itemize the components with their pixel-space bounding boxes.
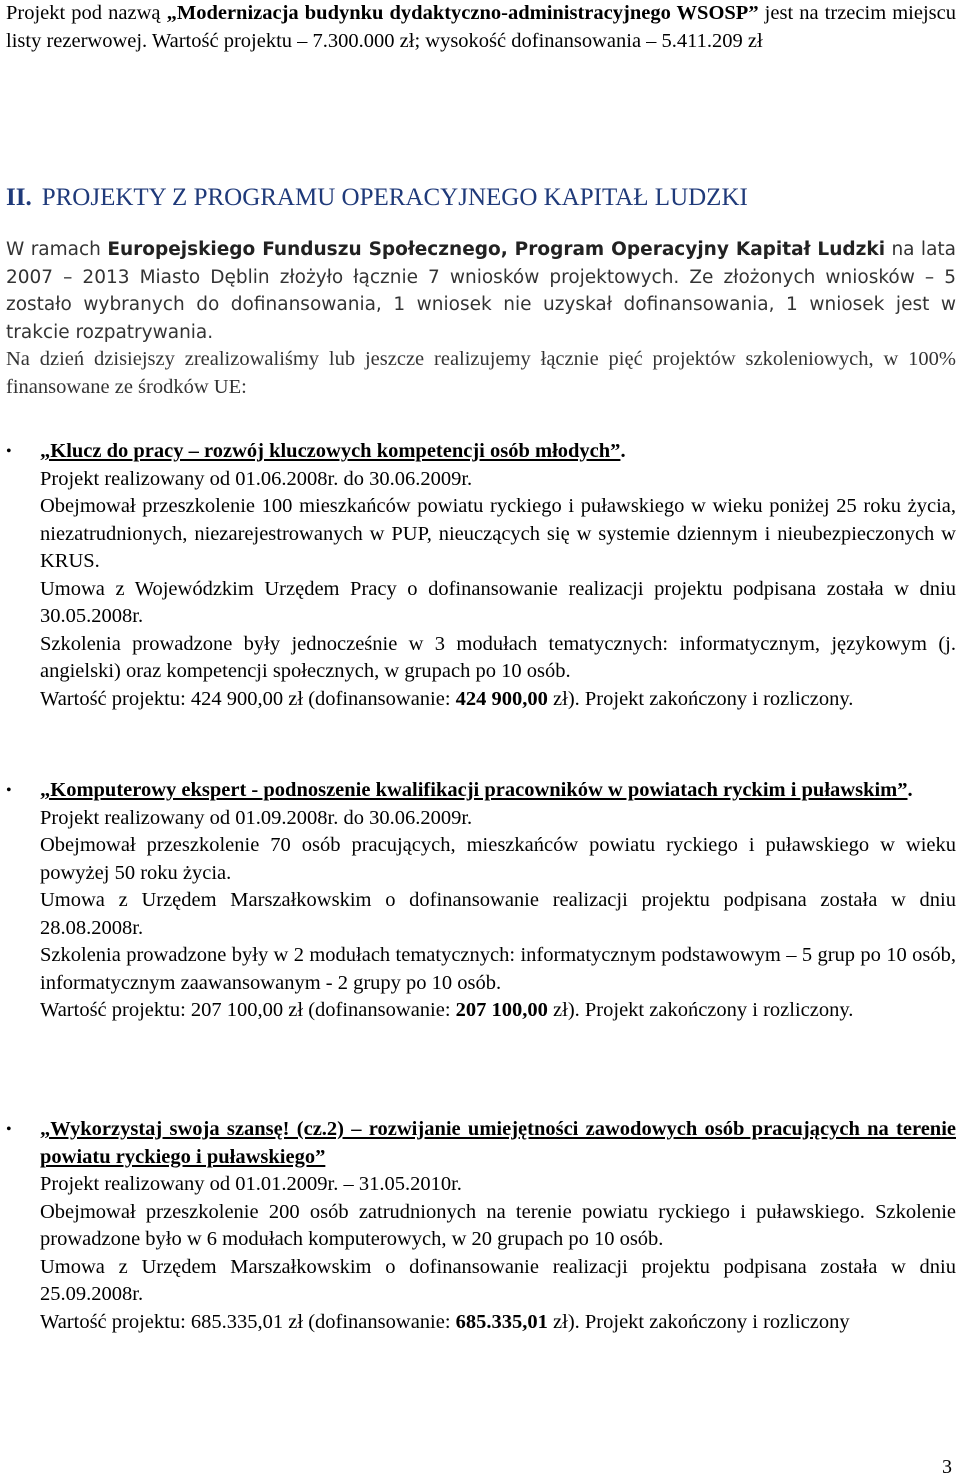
project-item (6, 438, 956, 713)
project-agreement: Umowa z Urzędem Marszałkowskim o dofinansowanie realizacji projektu podpisana została w dniu 28.08.2008r. (40, 889, 956, 939)
intro-paragraph (6, 0, 956, 55)
bullet-icon: • (6, 1121, 12, 1138)
project-period: Projekt realizowany od 01.09.2008r. do 30.06.2009r. (40, 806, 473, 829)
project-title: „Wykorzystaj swoja szansę! (cz.2) – rozwijanie umiejętności zawodowych osób pracujących na terenie powiatu ryckiego i puławskiego” (40, 1118, 956, 1168)
project-title: „Klucz do pracy – rozwój kluczowych kompetencji osób młodych”. (40, 440, 626, 462)
project-description: Obejmował przeszkolenie 200 osób zatrudnionych na terenie powiatu ryckiego i puławskiego. Szkolenie prowadzone było w 6 modułach komputerowych, w 20 grupach po 10 osób. (40, 1200, 956, 1250)
project-training: Szkolenia prowadzone były jednocześnie w 3 modułach tematycznych: informatycznym, językowym (j. angielski) oraz kompetencji społecznych, w grupach po 10 osób. (40, 632, 956, 682)
section-heading (6, 183, 956, 213)
project-value: Wartość projektu: 685.335,01 zł (dofinansowanie: 685.335,01 zł). Projekt zakończony i rozliczony (40, 1310, 850, 1333)
section-number: II. (6, 184, 32, 211)
intro-project-title: „Modernizacja budynku dydaktyczno-administracyjnego WSOSP” (166, 2, 759, 24)
project-agreement: Umowa z Wojewódzkim Urzędem Pracy o dofinansowanie realizacji projektu podpisana została w dniu 30.05.2008r. (40, 577, 956, 627)
project-period: Projekt realizowany od 01.06.2008r. do 30.06.2009r. (40, 467, 473, 490)
funding-amount: 207 100,00 (455, 999, 548, 1021)
project-description: Obejmował przeszkolenie 70 osób pracujących, mieszkańców powiatu ryckiego i puławskiego w wieku powyżej 50 roku życia. (40, 834, 956, 884)
project-agreement: Umowa z Urzędem Marszałkowskim o dofinansowanie realizacji projektu podpisana została w dniu 25.09.2008r. (40, 1255, 956, 1305)
project-period: Projekt realizowany od 01.01.2009r. – 31.05.2010r. (40, 1173, 462, 1195)
project-value: Wartość projektu: 424 900,00 zł (dofinansowanie: 424 900,00 zł). Projekt zakończony i rozliczony. (40, 687, 854, 710)
section-intro (6, 236, 956, 401)
project-item (6, 777, 956, 1025)
bullet-icon: • (6, 443, 12, 460)
project-value: Wartość projektu: 207 100,00 zł (dofinansowanie: 207 100,00 zł). Projekt zakończony i rozliczony. (40, 999, 854, 1021)
funding-amount: 424 900,00 (455, 687, 548, 710)
project-item (6, 1116, 956, 1336)
bullet-icon: • (6, 782, 12, 799)
project-training: Szkolenia prowadzone były w 2 modułach tematycznych: informatycznym podstawowym – 5 grup po 10 osób, informatycznym zaawansowanym - 2 grupy po 10 osób. (40, 944, 956, 994)
project-title: „Komputerowy ekspert - podnoszenie kwalifikacji pracowników w powiatach ryckim i puławskim”. (40, 779, 913, 801)
intro-text: Projekt pod nazwą (6, 2, 167, 24)
project-description: Obejmował przeszkolenie 100 mieszkańców powiatu ryckiego i puławskiego w wieku poniżej 25 roku życia, niezatrudnionych, niezarejestrowanych w PUP, nieuczących się w systemie dziennym i nieubezpieczonych w KRUS. (40, 495, 956, 572)
funding-amount: 685.335,01 (455, 1310, 548, 1333)
program-name: Europejskiego Funduszu Społecznego, Program Operacyjny Kapitał Ludzki (107, 239, 886, 260)
intro-text-after: jest na trzecim miejscu listy rezerwowej. Wartość projektu – 7.300.000 zł; wysokość dofinansowania – 5.411.209 zł (6, 2, 956, 52)
section-paragraph-2: Na dzień dzisiejszy zrealizowaliśmy lub jeszcze realizujemy łącznie pięć projektów szkoleniowych, w 100% finansowane ze środków UE: (6, 348, 956, 398)
section-title: PROJEKTY Z PROGRAMU OPERACYJNEGO KAPITAŁ LUDZKI (41, 184, 748, 211)
page-number: 3 (942, 1456, 952, 1478)
section-paragraph-1: W ramach Europejskiego Funduszu Społecznego, Program Operacyjny Kapitał Ludzki na lata 2007 – 2013 Miasto Dęblin złożyło łącznie 7 wniosków projektowych. Ze złożonych wniosków – 5 zostało wybranych do dofinansowania, 1 wniosek nie uzyskał dofinansowania, 1 wniosek jest w trakcie rozpatrywania. (6, 239, 956, 343)
